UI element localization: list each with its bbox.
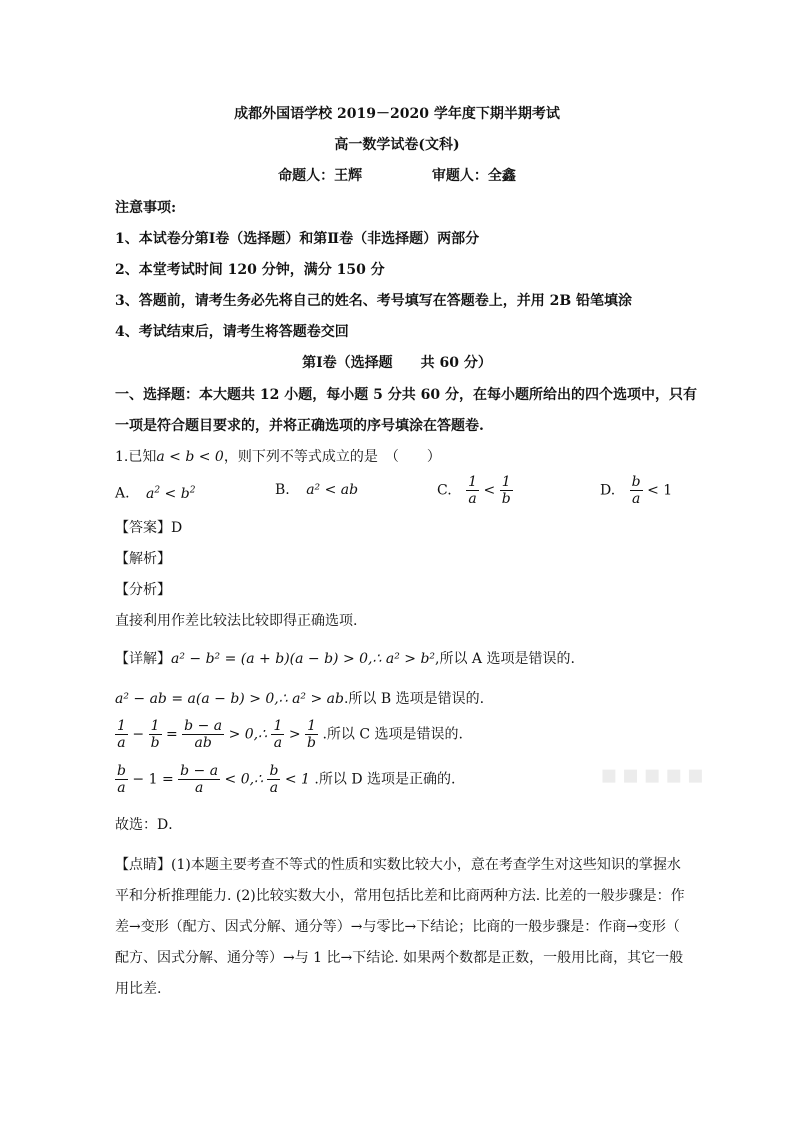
remark-line-2: 平和分析推理能力. (2)比较实数大小，常用包括比差和比商两种方法. 比差的一般步骤是：作 <box>115 888 685 904</box>
author-line <box>0 166 794 186</box>
notes-item-4: 4、考试结束后，请考生将答题卷交回 <box>115 324 349 340</box>
section-instruction-1: 一、选择题：本大题共 12 小题，每小题 5 分共 60 分，在每小题所给出的四个选项中，只有 <box>115 387 697 403</box>
detail-d: $\frac{b}{a}$ − 1 = $\frac{b - a}{a}$ < 0,∴ $\frac{b}{a}$ < 1 .所以 D 选项是正确的. <box>117 763 456 796</box>
analyze-heading: 【分析】 <box>115 582 171 598</box>
detail-b: a² − ab = a(a − b) > 0,∴ a² > ab.所以 B 选项是错误的. <box>115 691 485 707</box>
remark-line-3: 差→变形（配方、因式分解、通分等）→与零比→下结论；比商的一般步骤是：作商→变形（ <box>115 919 680 935</box>
analysis-heading: 【解析】 <box>115 551 171 567</box>
option-d: D. $\frac{b}{a}$ < 1 <box>600 474 673 507</box>
section-instruction-2: 一项是符合题目要求的，并将正确选项的序号填涂在答题卷. <box>115 418 484 434</box>
answer-line: 【答案】D <box>115 520 183 536</box>
question-1-condition: a < b < 0 <box>156 449 224 465</box>
notes-item-1: 1、本试卷分第Ⅰ卷（选择题）和第Ⅱ卷（非选择题）两部分 <box>115 231 480 247</box>
exam-title: 成都外国语学校 2019－2020 学年度下期半期考试 <box>234 106 560 122</box>
remark-line-5: 用比差. <box>115 981 162 997</box>
analyze-text: 直接利用作差比较法比较即得正确选项. <box>115 613 358 629</box>
option-a: A. $a^2 < b^2$ <box>115 485 196 502</box>
option-c: C. $\frac{1}{a}$ < $\frac{1}{b}$ <box>437 474 511 507</box>
remark-line-1: 【点睛】(1)本题主要考查不等式的性质和实数比较大小，意在考查学生对这些知识的掌握水 <box>115 857 681 873</box>
question-1-stem: 1.已知a < b < 0，则下列不等式成立的是 （ ） <box>115 449 441 465</box>
choose-line: 故选：D． <box>115 817 183 833</box>
detail-c: $\frac{1}{a}$ − $\frac{1}{b}$ = $\frac{b - a}{ab}$ > 0,∴ $\frac{1}{a}$ > $\frac{1}{b}$ .所以 C 选项是错误的. <box>117 718 463 751</box>
exam-subtitle: 高一数学试卷(文科) <box>334 137 460 153</box>
detail-a: 【详解】a² − b² = (a + b)(a − b) > 0,∴ a² > b²,所以 A 选项是错误的. <box>115 651 575 667</box>
reviewer-label: 审题人：全鑫 <box>431 168 516 184</box>
notes-heading: 注意事项: <box>115 200 177 216</box>
notes-item-2: 2、本堂考试时间 120 分钟，满分 150 分 <box>115 262 385 278</box>
section-title: 第Ⅰ卷（选择题 共 60 分） <box>302 355 492 371</box>
option-b: B. a² < ab <box>275 482 359 498</box>
watermark: ▪▪▪▪▪ <box>600 760 709 790</box>
notes-item-3: 3、答题前，请考生务必先将自己的姓名、考号填写在答题卷上，并用 2B 铅笔填涂 <box>115 293 633 309</box>
remark-line-4: 配方、因式分解、通分等）→与 1 比→下结论. 如果两个数都是正数，一般用比商，其它一般 <box>115 950 684 966</box>
author-label: 命题人：王辉 <box>278 168 363 184</box>
